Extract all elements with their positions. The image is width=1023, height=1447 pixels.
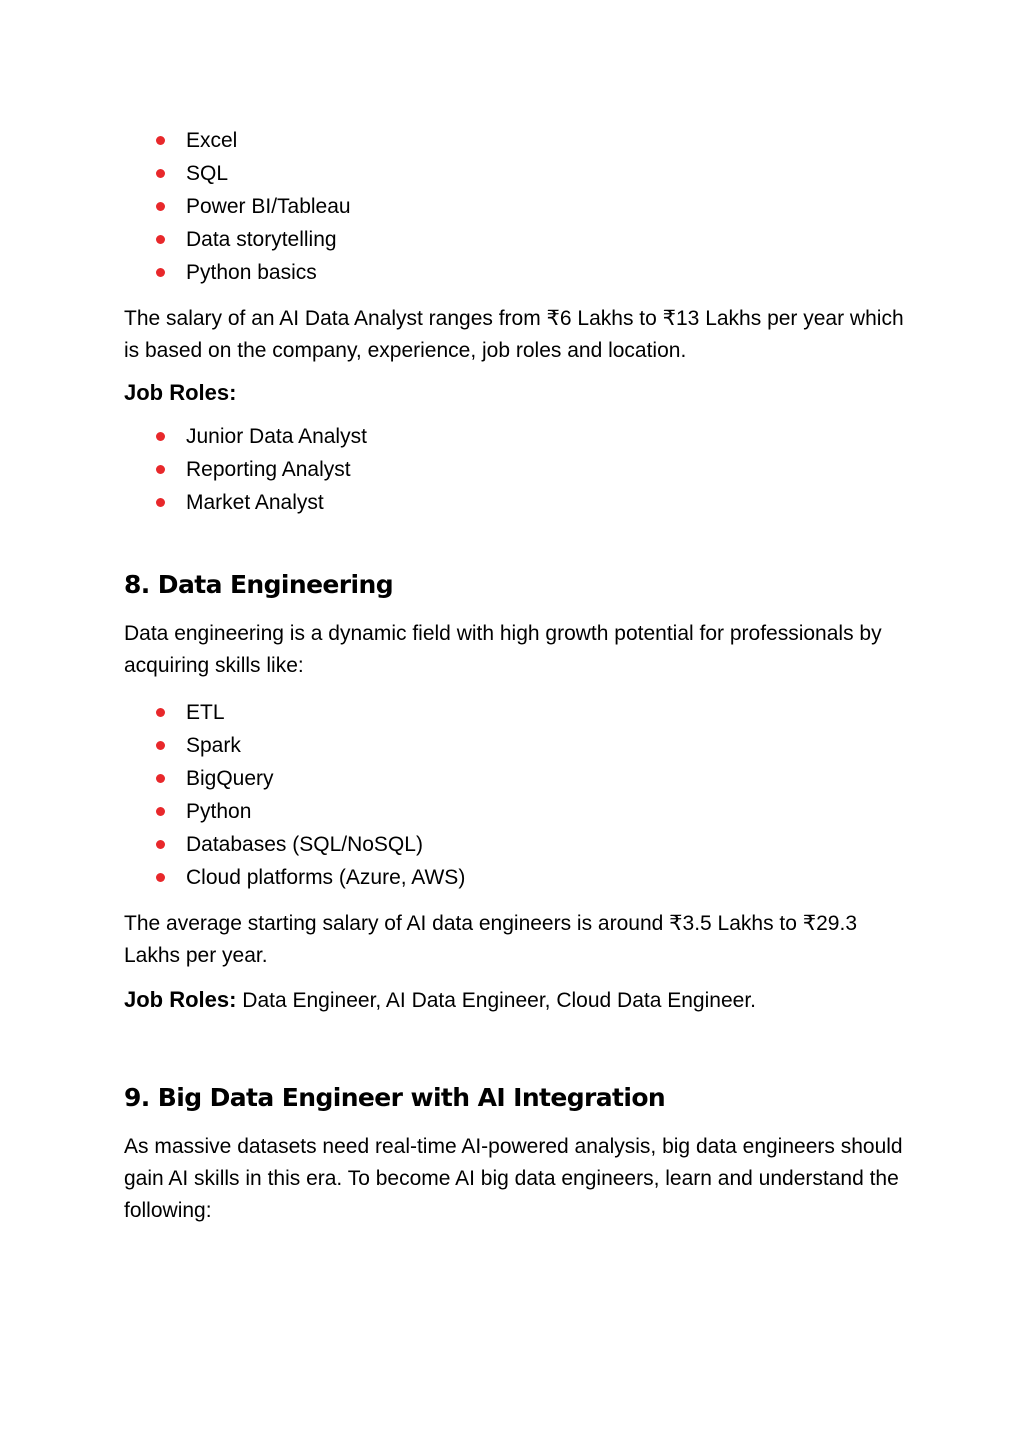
list-item (124, 420, 904, 453)
list-item (124, 256, 904, 289)
list-item (124, 696, 904, 729)
job-roles-label: Job Roles: (124, 987, 237, 1012)
list-item-text: Python basics (186, 261, 317, 284)
list-item-text: Databases (SQL/NoSQL) (186, 833, 423, 856)
list-item (124, 453, 904, 486)
list-item (124, 223, 904, 256)
section-8-heading: 8. Data Engineering (124, 570, 393, 599)
list-item-text: Reporting Analyst (186, 458, 351, 481)
job-roles-heading: Job Roles: (124, 380, 237, 405)
bullet-icon (156, 465, 165, 474)
skills-list-top (124, 124, 904, 289)
bullet-icon (156, 136, 165, 145)
section-8-job-roles (124, 984, 904, 1017)
bullet-icon (156, 169, 165, 178)
list-item (124, 828, 904, 861)
list-item-text: Python (186, 800, 252, 823)
list-item (124, 729, 904, 762)
bullet-icon (156, 873, 165, 882)
bullet-icon (156, 202, 165, 211)
list-item-text: Spark (186, 734, 241, 757)
document-page (124, 124, 904, 1227)
bullet-icon (156, 235, 165, 244)
list-item-text: ETL (186, 701, 225, 724)
salary-paragraph-ai-analyst: The salary of an AI Data Analyst ranges from ₹6 Lakhs to ₹13 Lakhs per year which is based on the company, experience, job roles and location. (124, 307, 904, 362)
bullet-icon (156, 741, 165, 750)
list-item-text: Junior Data Analyst (186, 425, 367, 448)
bullet-icon (156, 432, 165, 441)
bullet-icon (156, 708, 165, 717)
list-item-text: Cloud platforms (Azure, AWS) (186, 866, 466, 889)
bullet-icon (156, 807, 165, 816)
list-item (124, 157, 904, 190)
section-8-salary: The average starting salary of AI data engineers is around ₹3.5 Lakhs to ₹29.3 Lakhs per year. (124, 912, 858, 967)
list-item (124, 190, 904, 223)
bullet-icon (156, 774, 165, 783)
section-8-intro: Data engineering is a dynamic field with high growth potential for professionals by acquiring skills like: (124, 622, 882, 677)
bullet-icon (156, 268, 165, 277)
list-item (124, 861, 904, 894)
data-engineering-skills-list (124, 696, 904, 894)
job-roles-list (124, 420, 904, 519)
list-item-text: Power BI/Tableau (186, 195, 351, 218)
job-roles-text: Data Engineer, AI Data Engineer, Cloud Data Engineer. (236, 989, 756, 1012)
list-item-text: BigQuery (186, 767, 274, 790)
list-item (124, 795, 904, 828)
list-item (124, 124, 904, 157)
list-item-text: Excel (186, 129, 238, 152)
list-item (124, 486, 904, 519)
list-item-text: Data storytelling (186, 228, 337, 251)
bullet-icon (156, 498, 165, 507)
list-item-text: SQL (186, 162, 229, 185)
list-item-text: Market Analyst (186, 491, 324, 514)
bullet-icon (156, 840, 165, 849)
section-9-intro: As massive datasets need real-time AI-powered analysis, big data engineers should gain AI skills in this era. To become AI big data engineers, learn and understand the following: (124, 1135, 903, 1222)
section-9-heading: 9. Big Data Engineer with AI Integration (124, 1083, 666, 1112)
list-item (124, 762, 904, 795)
